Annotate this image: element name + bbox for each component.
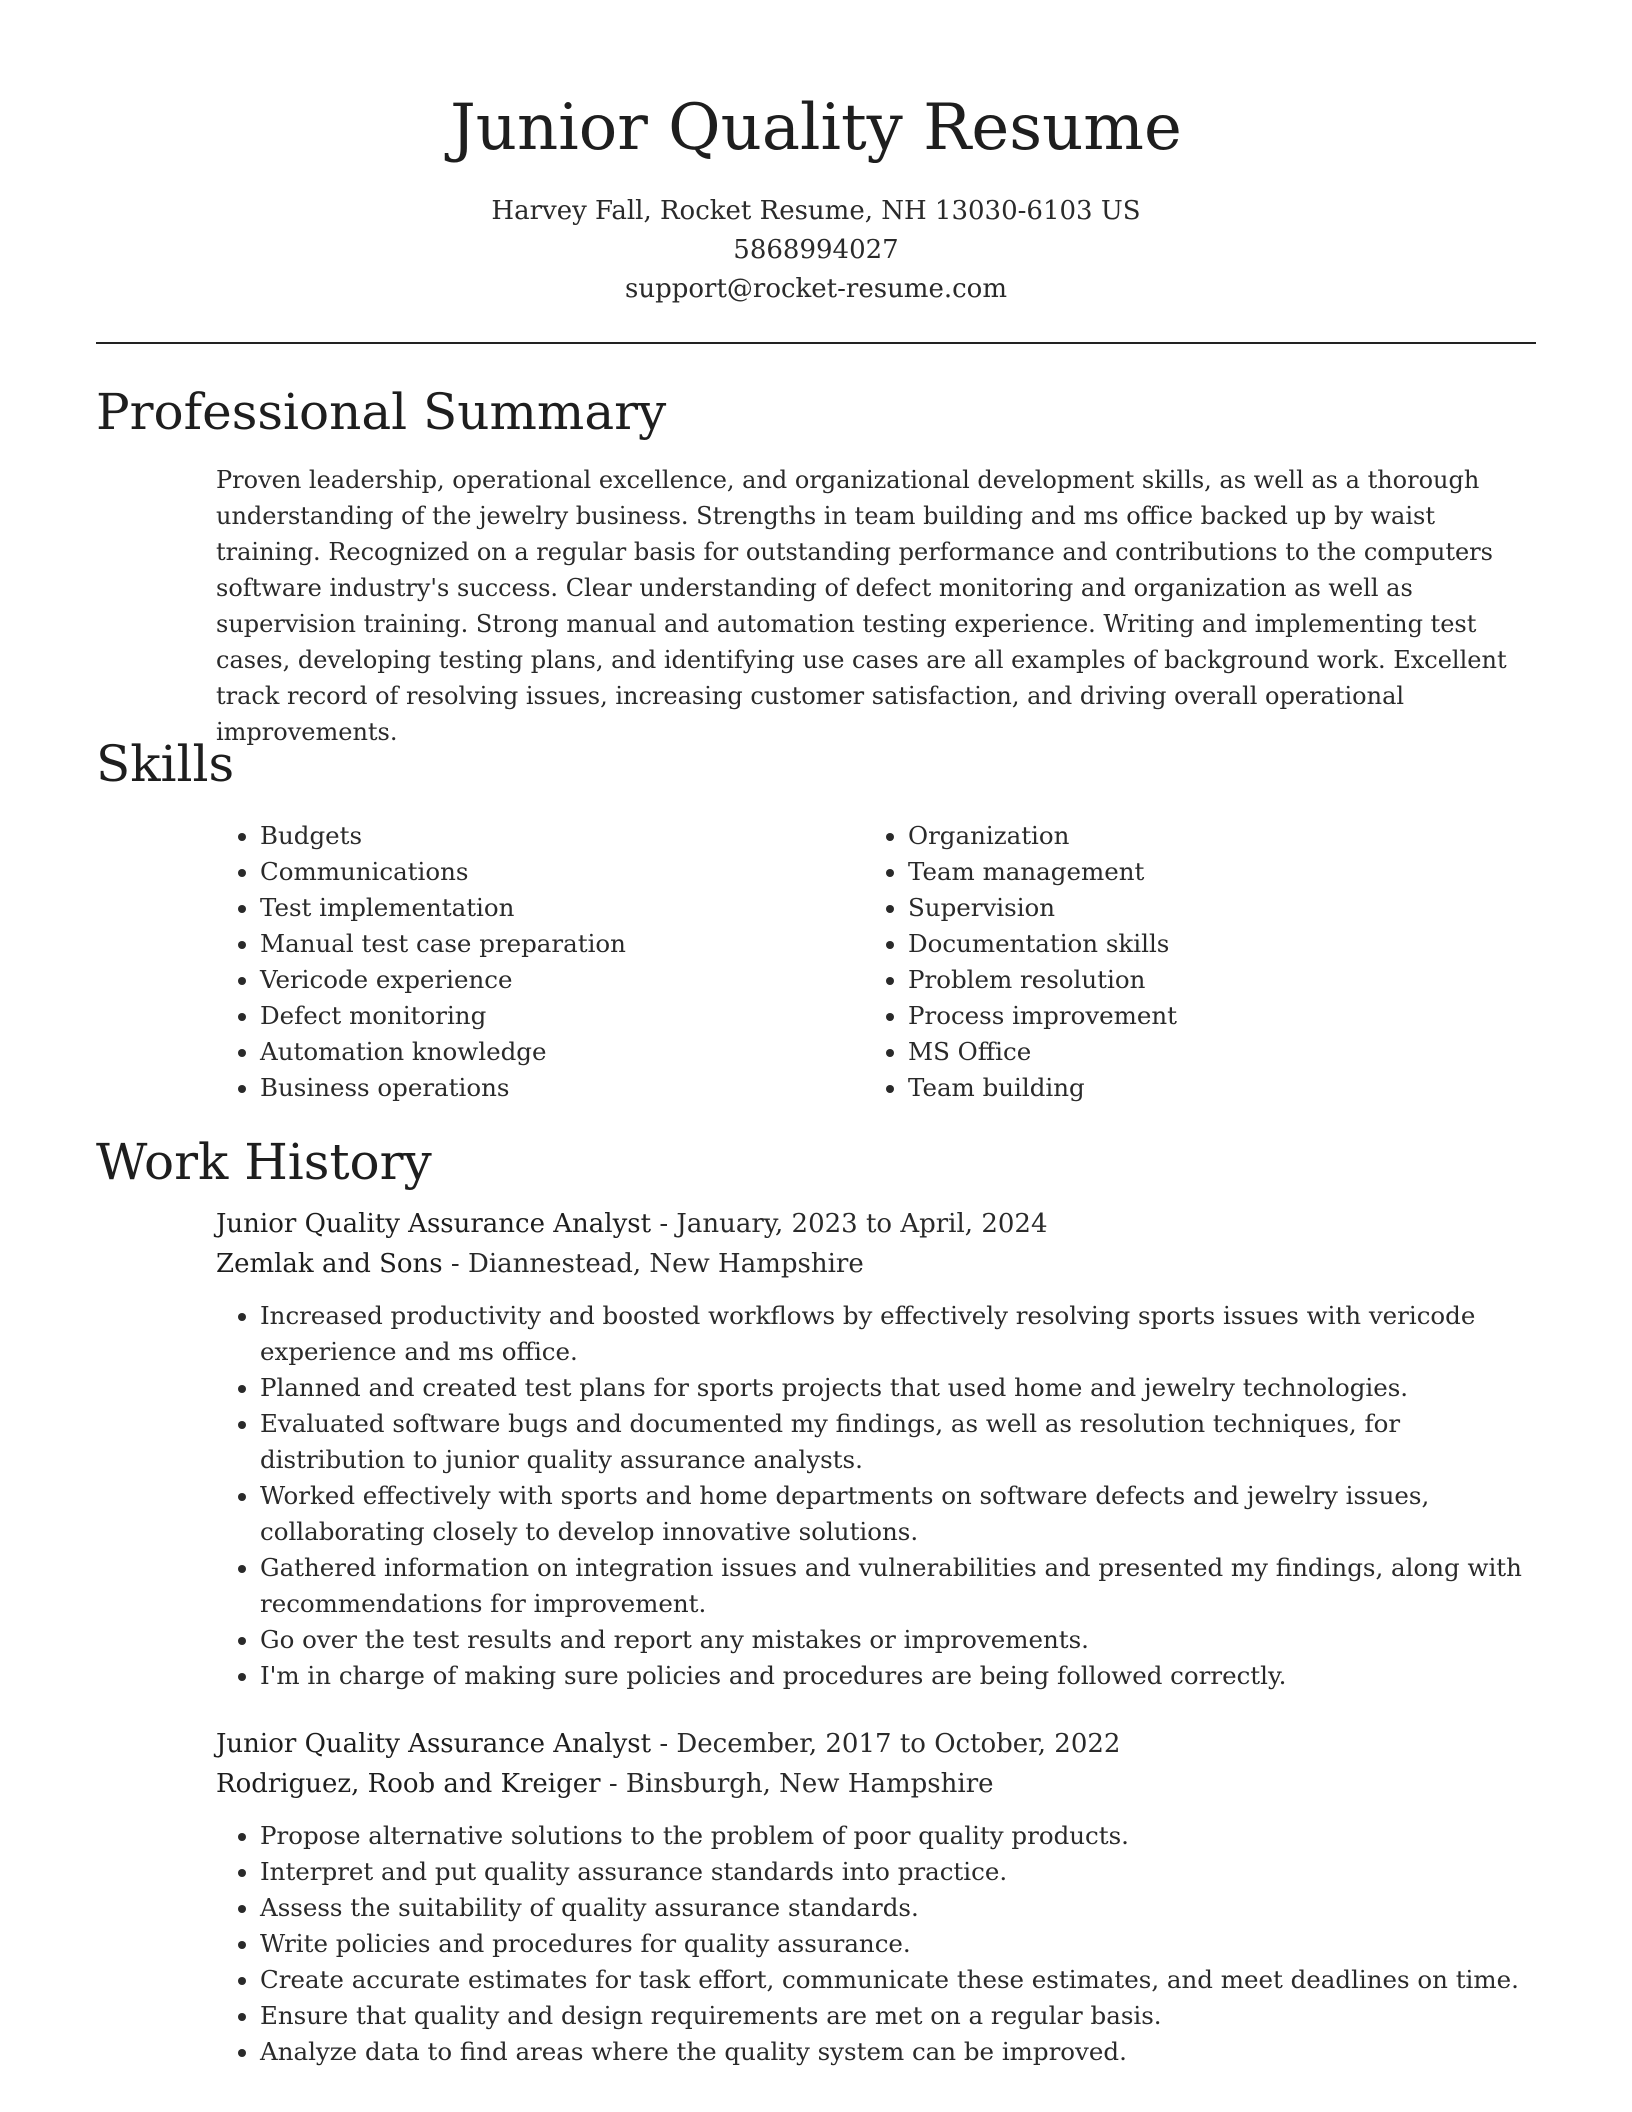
job-bullet: • Gathered information on integration issues and vulnerabilities and presented my findings, along with recommendations for improvement. — [260, 1550, 1532, 1622]
job-1-location: Diannestead, New Hampshire — [467, 1249, 864, 1279]
job-bullet: • Create accurate estimates for task effort, communicate these estimates, and meet deadlines on time. — [260, 1962, 1532, 1998]
job-1-separator: - — [651, 1209, 677, 1239]
skill-item: • Automation knowledge — [260, 1034, 626, 1070]
contact-email: support@rocket-resume.com — [624, 274, 1007, 304]
job-2-company-line — [216, 1764, 994, 1804]
job-2-role: Junior Quality Assurance Analyst — [216, 1729, 652, 1759]
job-2-company-separator: - — [600, 1769, 626, 1799]
job-bullet: • Assess the suitability of quality assurance standards. — [260, 1890, 1532, 1926]
job-2-dates: December, 2017 to October, 2022 — [676, 1729, 1121, 1759]
skill-item: • Process improvement — [908, 998, 1177, 1034]
job-2-bullets — [216, 1818, 1532, 2070]
summary-heading: Professional Summary — [96, 383, 667, 441]
job-1-company-separator: - — [442, 1249, 468, 1279]
job-2-company: Rodriguez, Roob and Kreiger — [216, 1769, 601, 1799]
job-bullet: • Worked effectively with sports and home departments on software defects and jewelry issues, collaborating closely to develop innovative solutions. — [260, 1478, 1532, 1550]
job-1-company: Zemlak and Sons — [216, 1249, 443, 1279]
job-1-role: Junior Quality Assurance Analyst — [216, 1209, 652, 1239]
job-1-company-line — [216, 1244, 864, 1284]
skill-item: • Defect monitoring — [260, 998, 626, 1034]
skill-item: • Problem resolution — [908, 962, 1177, 998]
skill-item: • Team building — [908, 1070, 1177, 1106]
skill-item: • Business operations — [260, 1070, 626, 1106]
job-2-location: Binsburgh, New Hampshire — [625, 1769, 994, 1799]
skill-item: • Supervision — [908, 890, 1177, 926]
summary-text: Proven leadership, operational excellence, and organizational development skills, as well as a thorough understanding of the jewelry business. Strengths in team building and ms office backed up by waist training. Recognized on a regular basis for outstanding performance and contributions to the computers software industry's success. Clear understanding of defect monitoring and organization as well as supervision training. Strong manual and automation testing experience. Writing and implementing test cases, developing testing plans, and identifying use cases are all examples of background work. Excellent track record of resolving issues, increasing customer satisfaction, and driving overall operational improvements. — [216, 466, 1507, 746]
job-bullet: • Analyze data to find areas where the quality system can be improved. — [260, 2034, 1532, 2070]
skill-item: • Documentation skills — [908, 926, 1177, 962]
contact-phone: 5868994027 — [733, 235, 899, 265]
skill-item: • Communications — [260, 854, 626, 890]
job-bullet: • Interpret and put quality assurance standards into practice. — [260, 1854, 1532, 1890]
skills-list-left — [216, 818, 626, 1106]
job-bullet: • Planned and created test plans for sports projects that used home and jewelry technologies. — [260, 1370, 1532, 1406]
job-bullet: • Go over the test results and report any mistakes or improvements. — [260, 1622, 1532, 1658]
resume-title: Junior Quality Resume — [450, 91, 1182, 165]
skill-item: • Vericode experience — [260, 962, 626, 998]
job-1-bullets — [216, 1298, 1532, 1694]
job-1-title-line — [216, 1204, 1048, 1244]
job-bullet: • Write policies and procedures for quality assurance. — [260, 1926, 1532, 1962]
skill-item: • Test implementation — [260, 890, 626, 926]
job-2-title-line — [216, 1724, 1120, 1764]
job-bullet: • Increased productivity and boosted workflows by effectively resolving sports issues with vericode experience and ms office. — [260, 1298, 1532, 1370]
skill-item: • Organization — [908, 818, 1177, 854]
skills-heading: Skills — [96, 735, 235, 793]
contact-address: Harvey Fall, Rocket Resume, NH 13030-6103 US — [491, 196, 1141, 226]
job-bullet: • Propose alternative solutions to the problem of poor quality products. — [260, 1818, 1532, 1854]
job-bullet: • Ensure that quality and design requirements are met on a regular basis. — [260, 1998, 1532, 2034]
skill-item: • Manual test case preparation — [260, 926, 626, 962]
skill-item: • MS Office — [908, 1034, 1177, 1070]
job-bullet: • I'm in charge of making sure policies and procedures are being followed correctly. — [260, 1658, 1532, 1694]
job-bullet: • Evaluated software bugs and documented my findings, as well as resolution techniques, for distribution to junior quality assurance analysts. — [260, 1406, 1532, 1478]
skills-list-right — [864, 818, 1177, 1106]
contact-block — [0, 192, 1632, 309]
header-divider — [96, 342, 1536, 344]
job-2-separator: - — [651, 1729, 677, 1759]
skill-item: • Team management — [908, 854, 1177, 890]
job-1-dates: January, 2023 to April, 2024 — [676, 1209, 1048, 1239]
work-history-heading: Work History — [96, 1133, 432, 1191]
skill-item: • Budgets — [260, 818, 626, 854]
